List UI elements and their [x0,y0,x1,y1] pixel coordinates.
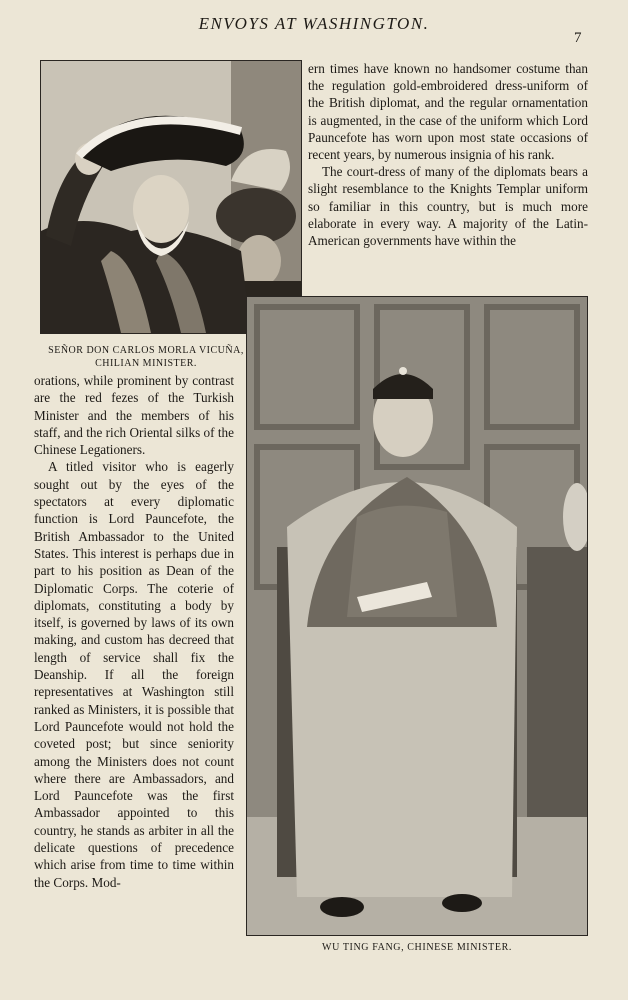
left-column-text [34,372,234,891]
left-paragraph-1: orations, while prominent by contrast are the red fezes of the Turkish Minister and the members of his staff, and the rich Oriental silks of the Chinese Legationers. [34,373,234,458]
caption-vicuna-line1: SEÑOR DON CARLOS MORLA VICUÑA, [48,345,244,356]
caption-vicuna [26,344,266,370]
photo-wu-ting-fang [246,296,588,936]
left-paragraph-2: A titled visitor who is eagerly sought out by the eyes of the spectators at every diplomatic function is Lord Pauncefote, the British Ambassador to the United States. This interest is perhaps due in part to his position as Dean of the Diplomatic Corps. The coterie of diplomats, constituting a body by itself, is governed by laws of its own making, and custom has decreed that length of service shall fix the Deanship. If all the foreign representatives at Washington still ranked as Ministers, it is possible that Lord Pauncefote would not hold the coveted post; but since seniority among the Ministers does not count where there are Ambassadors, and Lord Pauncefote was the first Ambassador appointed to this country, he stands as arbiter in all the delicate questions of precedence which arise from time to time within the Corps. Mod- [34,459,234,890]
wu-portrait-illustration [247,297,587,935]
caption-wu-ting-fang: WU TING FANG, CHINESE MINISTER. [322,942,512,953]
vicuna-portrait-illustration [41,61,301,333]
right-paragraph-2: The court-dress of many of the diplomats bears a slight resemblance to the Knights Templar uniform so familiar in this country, but is much more elaborate in every way. A majority of the Latin-American governments have within the [308,164,588,249]
caption-vicuna-line2: CHILIAN MINISTER. [95,358,197,369]
page-number: 7 [574,30,582,46]
photo-vicuna [40,60,302,334]
right-paragraph-1: ern times have known no handsomer costume than the regulation gold-embroidered dress-uniform of the British diplomat, and the regular ornamentation is augmented, in the case of the uniform which Lord Pauncefote has worn upon most state occasions of recent years, by numerous insignia of his rank. [308,61,588,163]
running-title: ENVOYS AT WASHINGTON. [198,14,430,33]
right-column-text [308,60,588,249]
